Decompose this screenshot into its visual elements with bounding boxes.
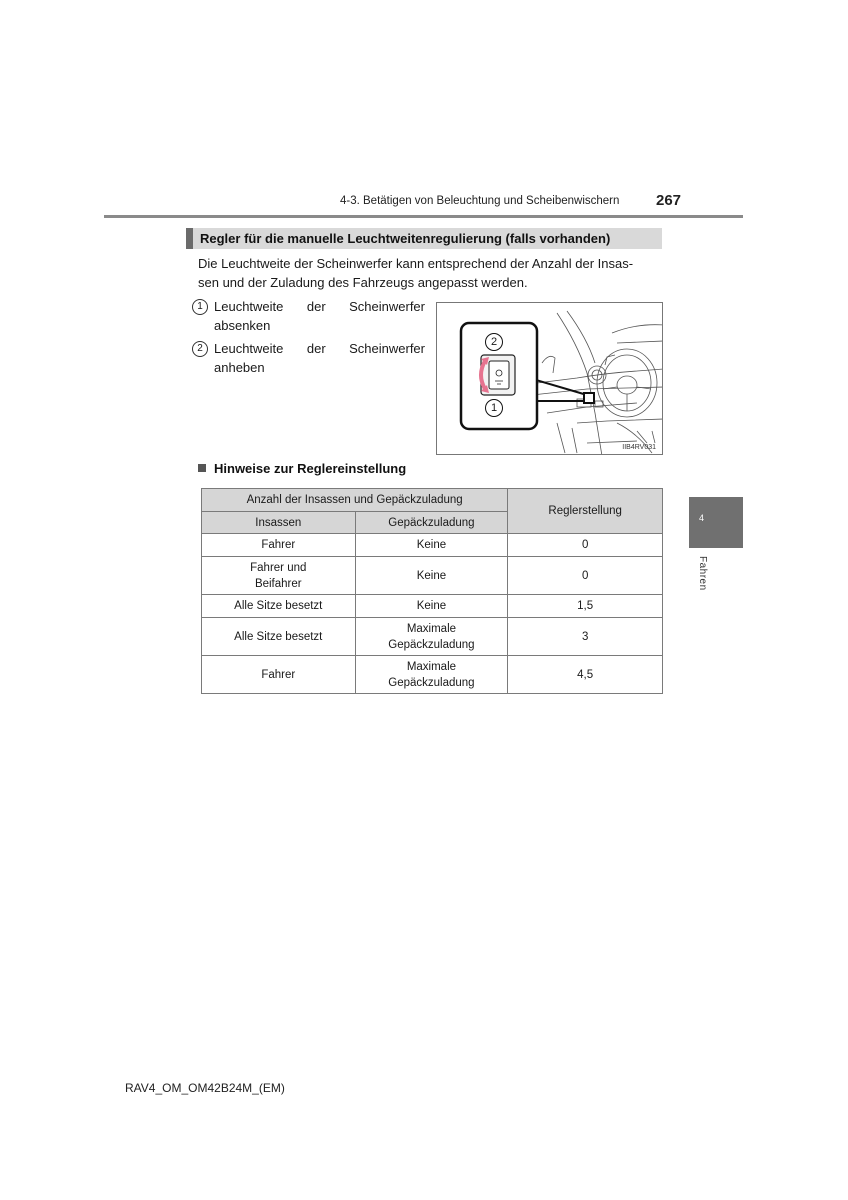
cell-setting: 3 — [581, 630, 589, 643]
cell-setting: 4,5 — [577, 668, 594, 681]
table-header-luggage: Gepäckzuladung — [355, 512, 508, 534]
cell-luggage: Keine — [416, 539, 447, 551]
chapter-tab — [689, 497, 743, 548]
cell-luggage: Maximale — [406, 660, 457, 673]
callout-circle — [485, 333, 503, 351]
dashboard-drawing — [437, 303, 663, 455]
cell-occupants-line2: Beifahrer — [254, 577, 302, 590]
intro-line-2: sen und der Zuladung des Fahrzeugs angepasst werden. — [198, 275, 528, 290]
table-header-occupants: Insassen — [202, 512, 356, 534]
adjustment-table — [201, 488, 663, 694]
step-text-line2: absenken — [214, 318, 271, 333]
cell-luggage-line2: Gepäckzuladung — [388, 638, 475, 651]
section-title: Regler für die manuelle Leuchtweitenregulierung (falls vorhanden) — [186, 228, 662, 249]
header-section-title: 4-3. Betätigen von Beleuchtung und Scheibenwischern — [340, 195, 620, 207]
cell-occupants: Alle Sitze besetzt — [234, 600, 323, 612]
step-word: Scheinwerfer — [349, 341, 425, 356]
chapter-number: 4 — [699, 513, 705, 523]
steps-list — [192, 297, 425, 381]
footer-code: RAV4_OM_OM42B24M_(EM) — [125, 1081, 285, 1095]
cell-luggage: Maximale — [406, 622, 457, 635]
cell-occupants: Fahrer — [261, 539, 296, 551]
cell-occupants: Fahrer — [261, 668, 296, 681]
page-number: 267 — [656, 192, 682, 209]
intro-line-1: Die Leuchtweite der Scheinwerfer kann entsprechend der Anzahl der Insas- — [198, 256, 634, 271]
table-group-header: Anzahl der Insassen und Gepäckzuladung — [202, 489, 508, 512]
hint-heading — [198, 461, 406, 476]
table-header-setting: Reglerstellung — [508, 489, 663, 534]
callout-label: 2 — [490, 336, 498, 348]
step-word: der — [306, 341, 326, 356]
cell-setting: 1,5 — [577, 600, 594, 612]
cell-luggage-line2: Gepäckzuladung — [388, 676, 475, 689]
chapter-label: Fahren — [697, 556, 708, 591]
hint-heading-text: Hinweise zur Reglereinstellung — [214, 461, 407, 476]
figure-code: IIB4RV031 — [622, 444, 656, 451]
cell-setting: 0 — [581, 569, 589, 582]
table-row — [202, 534, 663, 557]
cell-occupants: Fahrer und — [250, 561, 307, 574]
table-row — [202, 618, 663, 656]
callout-label: 1 — [490, 402, 498, 414]
step-word: Leuchtweite — [214, 299, 284, 314]
step-text-line2: anheben — [214, 360, 265, 375]
table-row — [202, 656, 663, 694]
square-bullet-icon — [198, 464, 206, 472]
dashboard-illustration — [436, 302, 663, 455]
table-row — [202, 557, 663, 595]
step-word: Leuchtweite — [214, 341, 284, 356]
callout-circle — [485, 399, 503, 417]
cell-occupants: Alle Sitze besetzt — [234, 630, 323, 643]
header-divider — [104, 215, 743, 218]
step-number-circle: 2 — [192, 341, 208, 357]
cell-luggage: Keine — [416, 569, 447, 582]
cell-setting: 0 — [581, 539, 589, 551]
step-item — [192, 297, 425, 335]
table-row — [202, 595, 663, 618]
step-item — [192, 339, 425, 377]
step-number-circle: 1 — [192, 299, 208, 315]
step-word: der — [306, 299, 326, 314]
step-word: Scheinwerfer — [349, 299, 425, 314]
intro-paragraph — [198, 254, 658, 292]
cell-luggage: Keine — [416, 600, 447, 612]
